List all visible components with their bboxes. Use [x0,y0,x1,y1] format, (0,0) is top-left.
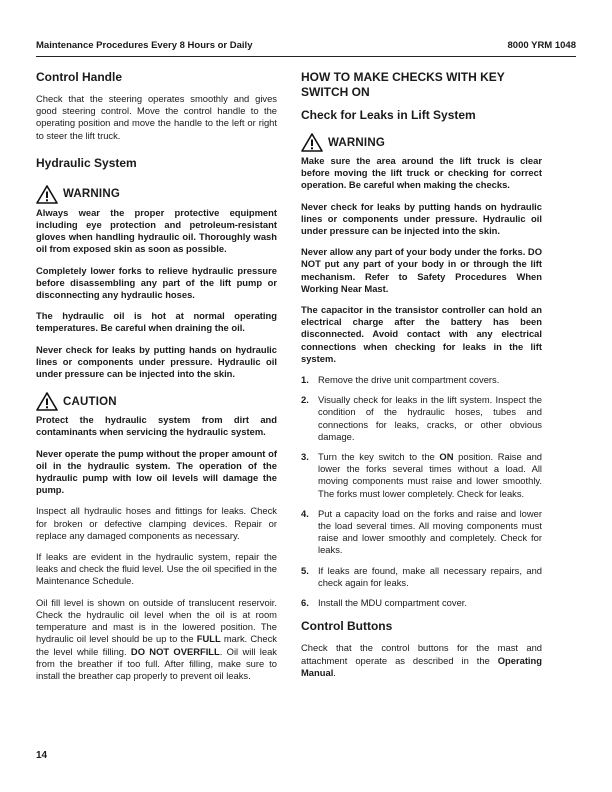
step-number: 6. [301,597,309,609]
step-text: Install the MDU compartment cover. [318,597,468,609]
caution-paragraph: Never operate the pump without the proper amount of oil in the hydraulic system. The operation of the hydraulic pump with low oil levels will damage the pump. [36,447,277,496]
step-text: Visually check for leaks in the lift system. Inspect the condition of the hydraulic hoses, tubes and connections for leaks, cracks, or other obvious damage. [318,394,542,442]
warning-paragraph: Never check for leaks by putting hands on hydraulic lines or components under pressure. Hydraulic oil under pressure can be injected into the skin. [36,343,277,380]
full-mark-emphasis: FULL [196,633,221,645]
step-number: 5. [301,564,309,576]
lift-warning-label [301,133,542,152]
page-header [36,40,576,54]
list-item [301,374,542,386]
list-item [301,451,542,500]
list-item [301,508,542,557]
step-text-part: Turn the key switch to the [318,451,440,463]
step-text: Put a capacity load on the forks and raise and lower the load several times. All moving components must raise and lower smoothly and completely. Check for leaks. [318,507,542,556]
warning-label-text: WARNING [63,188,120,201]
list-item [301,597,542,609]
warning-paragraph: Never allow any part of your body under the forks. DO NOT put any part of your body in or through the lift mechanism. Refer to Safety Procedures When Working Near Mast. [301,246,542,294]
warning-paragraph: Never check for leaks by putting hands on hydraulic lines or components under pressure. Hydraulic oil under pressure can be injected into the skin. [301,200,542,237]
control-buttons-heading: Control Buttons [301,619,393,634]
header-divider [36,56,576,57]
repair-leaks-text: If leaks are evident in the hydraulic system, repair the leaks and check the fluid level. Use the oil specified in the Maintenance Schedule. [36,551,277,587]
list-item [301,565,542,589]
step-number: 2. [301,394,309,406]
caution-paragraph: Protect the hydraulic system from dirt and contaminants when servicing the hydraulic system. [36,414,277,438]
control-handle-heading: Control Handle [36,70,122,84]
header-section-title: Maintenance Procedures Every 8 Hours or Daily [36,40,253,51]
warning-paragraph: The hydraulic oil is hot at normal operating temperatures. Be careful when draining the oil. [36,310,277,334]
control-handle-text: Check that the steering operates smoothly and gives good steering control. Move the control handle to the operating position and move the handle to the left or right to steer the lift truck. [36,93,277,141]
on-position-emphasis: ON [439,451,454,463]
right-column [301,70,542,688]
key-switch-checks-heading: HOW TO MAKE CHECKS WITH KEY SWITCH ON [301,70,505,99]
do-not-overfill-emphasis: DO NOT OVERFILL [130,645,220,657]
oil-fill-text-part: . Oil will leak from the breather if too full. After filling, make sure to install the breather cap properly to prevent oil leaks. [36,645,277,681]
warning-triangle-icon [301,133,323,152]
operating-manual-reference: Operating Manual [301,654,542,678]
list-item [301,394,542,443]
warning-paragraph: The capacitor in the transistor controller can hold an electrical charge after the battery has been disconnected. Avoid contact with any electrical connections when checking for leaks in the lift system. [301,304,542,364]
step-text [318,451,542,500]
hydraulic-warning-label [36,185,277,204]
inspect-hoses-text: Inspect all hydraulic hoses and fittings for leaks. Check for broken or defective clamping devices. Repair or replace any damaged components as necessary. [36,505,277,541]
left-column [36,70,277,691]
lift-system-leaks-heading: Check for Leaks in Lift System [301,108,476,122]
warning-label-text: WARNING [328,136,385,149]
header-doc-number: 8000 YRM 1048 [507,40,576,51]
page-number: 14 [36,750,48,761]
control-buttons-text-part: Check that the control buttons for the mast and attachment operate as described in the [301,642,542,666]
warning-paragraph: Make sure the area around the lift truck is clear before moving the lift truck or checking for correct operation. Be careful when making the checks. [301,155,542,191]
caution-triangle-icon [36,392,58,411]
warning-paragraph: Completely lower forks to relieve hydraulic pressure before disassembling any part of the lift pump or disconnecting any hydraulic hoses. [36,264,277,301]
step-number: 1. [301,374,309,386]
control-buttons-text [301,642,542,679]
step-text: If leaks are found, make all necessary repairs, and check again for leaks. [318,564,542,588]
hydraulic-system-heading: Hydraulic System [36,155,137,170]
step-number: 4. [301,507,309,519]
hydraulic-caution-label [36,392,277,411]
oil-fill-text-part: mark. Check the level while filling. [36,633,277,657]
oil-fill-text-part: Oil fill level is shown on outside of translucent reservoir. Check the hydraulic oil level when the oil is at room temperature and mast is in the lowered position. The hydraulic oil level should be up to the [36,596,277,645]
step-text: Remove the drive unit compartment covers. [318,374,500,386]
oil-fill-text [36,597,277,682]
warning-paragraph: Always wear the proper protective equipment including eye protection and petroleum-resistant gloves when handling hydraulic oil. Thoroughly wash oil from exposed skin as soon as possible. [36,206,277,255]
warning-triangle-icon [36,185,58,204]
caution-label-text: CAUTION [63,395,117,408]
step-number: 3. [301,451,309,463]
leak-check-steps [301,374,542,609]
step-text-part: position. Raise and lower the forks several times without a load. All moving components must raise and lower smoothly. The forks must lower completely. Check for leaks. [318,451,542,499]
control-buttons-text-part: . [333,666,336,678]
